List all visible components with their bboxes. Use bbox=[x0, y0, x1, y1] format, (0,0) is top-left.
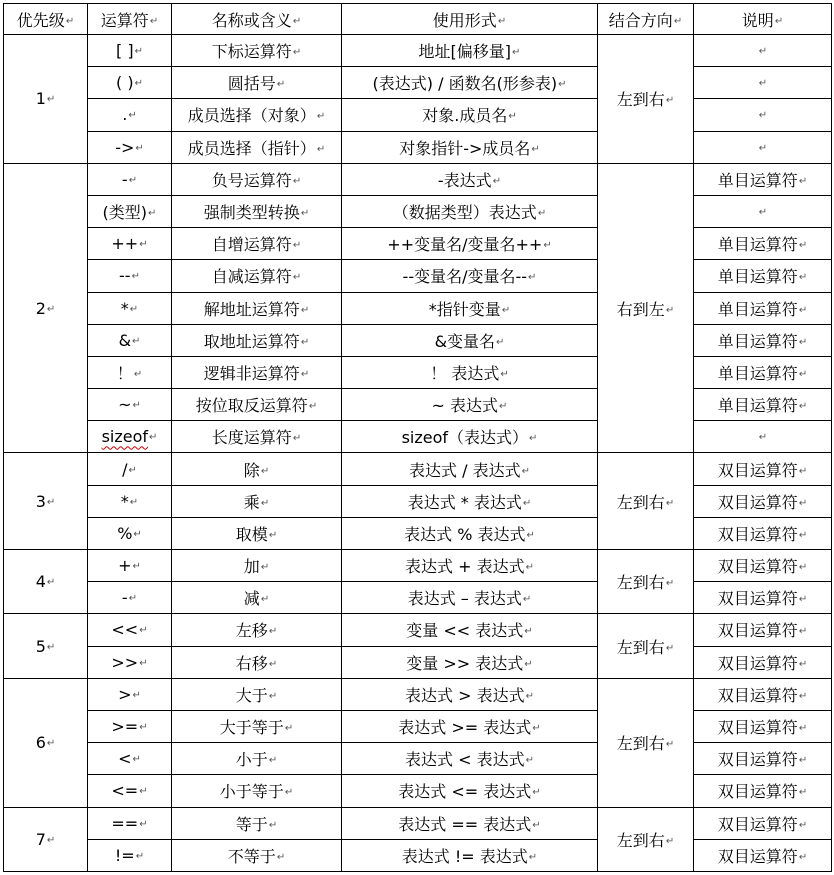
operator-text: -> bbox=[115, 137, 135, 157]
operator-text: . bbox=[122, 105, 128, 125]
operator-text: ！ bbox=[116, 363, 133, 383]
operator-text: + bbox=[118, 556, 132, 576]
operator-cell bbox=[88, 324, 172, 356]
associativity-cell: 左到右 ↵ bbox=[598, 550, 694, 614]
note-cell bbox=[694, 35, 832, 67]
operator-text: ++ bbox=[111, 234, 139, 254]
table-row bbox=[4, 775, 832, 807]
note-cell: 双目运算符 ↵ bbox=[694, 678, 832, 710]
name-cell: 成员选择（对象） ↵ bbox=[172, 99, 342, 131]
operator-text: >= bbox=[111, 717, 139, 737]
note-cell: 单目运算符 ↵ bbox=[694, 324, 832, 356]
name-cell: 除 ↵ bbox=[172, 453, 342, 485]
header-name: 名称或含义 ↵ bbox=[172, 4, 342, 35]
name-cell: 圆括号 ↵ bbox=[172, 67, 342, 99]
usage-cell: 表达式 / 表达式 ↵ bbox=[342, 453, 598, 485]
operator-cell bbox=[88, 421, 172, 453]
note-cell bbox=[694, 195, 832, 227]
priority-cell: 3 ↵ bbox=[4, 453, 88, 550]
table-row bbox=[4, 421, 832, 453]
name-cell: 负号运算符 ↵ bbox=[172, 163, 342, 195]
operator-text: sizeof bbox=[101, 427, 149, 447]
operator-cell bbox=[88, 678, 172, 710]
operator-text: / bbox=[122, 459, 128, 479]
table-row bbox=[4, 195, 832, 227]
table-row bbox=[4, 131, 832, 163]
note-cell: 双目运算符 ↵ bbox=[694, 582, 832, 614]
associativity-cell: 左到右 ↵ bbox=[598, 35, 694, 164]
operator-cell bbox=[88, 807, 172, 839]
name-cell: 按位取反运算符 ↵ bbox=[172, 389, 342, 421]
operator-text: <= bbox=[111, 781, 139, 801]
operator-text: -- bbox=[119, 266, 131, 286]
operator-text: - bbox=[121, 169, 128, 189]
usage-cell: 表达式 == 表达式 ↵ bbox=[342, 807, 598, 839]
priority-cell: 6 ↵ bbox=[4, 678, 88, 807]
table-row bbox=[4, 614, 832, 646]
name-cell: 下标运算符 ↵ bbox=[172, 35, 342, 67]
table-row bbox=[4, 646, 832, 678]
usage-cell: 表达式 >= 表达式 ↵ bbox=[342, 710, 598, 742]
usage-cell: 表达式 * 表达式 ↵ bbox=[342, 485, 598, 517]
usage-cell: -表达式 ↵ bbox=[342, 163, 598, 195]
note-cell: 双目运算符 ↵ bbox=[694, 485, 832, 517]
operator-text: >> bbox=[111, 652, 139, 672]
priority-cell: 4 ↵ bbox=[4, 550, 88, 614]
name-cell: 取模 ↵ bbox=[172, 517, 342, 549]
usage-cell: ++变量名/变量名++ ↵ bbox=[342, 228, 598, 260]
note-cell: 双目运算符 ↵ bbox=[694, 710, 832, 742]
operator-cell bbox=[88, 453, 172, 485]
operator-cell bbox=[88, 228, 172, 260]
operator-cell bbox=[88, 839, 172, 871]
operator-text: == bbox=[111, 813, 139, 833]
table-row bbox=[4, 292, 832, 324]
table-row bbox=[4, 356, 832, 388]
operator-text: != bbox=[114, 845, 135, 865]
note-cell: 双目运算符 ↵ bbox=[694, 775, 832, 807]
name-cell: 大于等于 ↵ bbox=[172, 710, 342, 742]
name-cell: 小于等于 ↵ bbox=[172, 775, 342, 807]
name-cell: 左移 ↵ bbox=[172, 614, 342, 646]
table-row bbox=[4, 710, 832, 742]
name-cell: 解地址运算符 ↵ bbox=[172, 292, 342, 324]
table-row bbox=[4, 517, 832, 549]
operator-text: > bbox=[118, 684, 132, 704]
usage-cell: 地址[偏移量] ↵ bbox=[342, 35, 598, 67]
operator-cell bbox=[88, 131, 172, 163]
operator-cell bbox=[88, 614, 172, 646]
name-cell: 乘 ↵ bbox=[172, 485, 342, 517]
table-row bbox=[4, 678, 832, 710]
usage-cell: 表达式 + 表达式 ↵ bbox=[342, 550, 598, 582]
operator-cell bbox=[88, 743, 172, 775]
operator-cell bbox=[88, 67, 172, 99]
operator-text: - bbox=[121, 588, 128, 608]
table-row bbox=[4, 743, 832, 775]
table-row bbox=[4, 582, 832, 614]
name-cell: 成员选择（指针） ↵ bbox=[172, 131, 342, 163]
header-priority: 优先级 ↵ bbox=[4, 4, 88, 35]
name-cell: 小于 ↵ bbox=[172, 743, 342, 775]
usage-cell: 变量 >> 表达式 ↵ bbox=[342, 646, 598, 678]
priority-cell: 1 ↵ bbox=[4, 35, 88, 164]
table-row bbox=[4, 550, 832, 582]
usage-cell: 表达式 != 表达式 ↵ bbox=[342, 839, 598, 871]
name-cell: 大于 ↵ bbox=[172, 678, 342, 710]
name-cell: 取地址运算符 ↵ bbox=[172, 324, 342, 356]
header-row bbox=[4, 4, 832, 35]
usage-cell: 对象.成员名 ↵ bbox=[342, 99, 598, 131]
operator-text: & bbox=[118, 330, 132, 350]
operator-cell bbox=[88, 260, 172, 292]
table-row bbox=[4, 807, 832, 839]
header-usage: 使用形式 ↵ bbox=[342, 4, 598, 35]
usage-cell: sizeof（表达式） ↵ bbox=[342, 421, 598, 453]
note-cell bbox=[694, 67, 832, 99]
table-row bbox=[4, 485, 832, 517]
note-cell bbox=[694, 421, 832, 453]
name-cell: 右移 ↵ bbox=[172, 646, 342, 678]
operator-text: ~ bbox=[118, 395, 132, 415]
operator-cell bbox=[88, 775, 172, 807]
table-body bbox=[4, 35, 832, 872]
operator-cell bbox=[88, 35, 172, 67]
operator-text: ( ) bbox=[116, 73, 134, 93]
usage-cell: *指针变量 ↵ bbox=[342, 292, 598, 324]
usage-cell: ~ 表达式 ↵ bbox=[342, 389, 598, 421]
table-row bbox=[4, 260, 832, 292]
note-cell: 单目运算符 ↵ bbox=[694, 356, 832, 388]
operator-cell bbox=[88, 163, 172, 195]
header-associativity: 结合方向 ↵ bbox=[598, 4, 694, 35]
usage-cell: --变量名/变量名-- ↵ bbox=[342, 260, 598, 292]
operator-cell bbox=[88, 517, 172, 549]
priority-cell: 5 ↵ bbox=[4, 614, 88, 678]
name-cell: 不等于 ↵ bbox=[172, 839, 342, 871]
operator-cell bbox=[88, 99, 172, 131]
associativity-cell: 左到右 ↵ bbox=[598, 807, 694, 871]
operator-text: * bbox=[120, 491, 129, 511]
note-cell: 双目运算符 ↵ bbox=[694, 517, 832, 549]
note-cell: 双目运算符 ↵ bbox=[694, 807, 832, 839]
name-cell: 减 ↵ bbox=[172, 582, 342, 614]
note-cell bbox=[694, 131, 832, 163]
note-cell: 双目运算符 ↵ bbox=[694, 550, 832, 582]
name-cell: 加 ↵ bbox=[172, 550, 342, 582]
note-cell: 单目运算符 ↵ bbox=[694, 163, 832, 195]
name-cell: 自减运算符 ↵ bbox=[172, 260, 342, 292]
table-row bbox=[4, 67, 832, 99]
operator-cell bbox=[88, 485, 172, 517]
note-cell: 双目运算符 ↵ bbox=[694, 646, 832, 678]
operator-cell bbox=[88, 356, 172, 388]
usage-cell: 变量 << 表达式 ↵ bbox=[342, 614, 598, 646]
table-row bbox=[4, 324, 832, 356]
name-cell: 逻辑非运算符 ↵ bbox=[172, 356, 342, 388]
note-cell bbox=[694, 99, 832, 131]
usage-cell: 表达式 <= 表达式 ↵ bbox=[342, 775, 598, 807]
operator-cell bbox=[88, 195, 172, 227]
operator-cell bbox=[88, 389, 172, 421]
operator-text: << bbox=[111, 620, 139, 640]
note-cell: 双目运算符 ↵ bbox=[694, 839, 832, 871]
note-cell: 单目运算符 ↵ bbox=[694, 228, 832, 260]
associativity-cell: 左到右 ↵ bbox=[598, 678, 694, 807]
usage-cell: （数据类型）表达式 ↵ bbox=[342, 195, 598, 227]
table-row bbox=[4, 35, 832, 67]
usage-cell: 表达式 < 表达式 ↵ bbox=[342, 743, 598, 775]
usage-cell: 表达式 % 表达式 ↵ bbox=[342, 517, 598, 549]
name-cell: 长度运算符 ↵ bbox=[172, 421, 342, 453]
note-cell: 双目运算符 ↵ bbox=[694, 743, 832, 775]
usage-cell: (表达式) / 函数名(形参表) ↵ bbox=[342, 67, 598, 99]
name-cell: 自增运算符 ↵ bbox=[172, 228, 342, 260]
operator-text: % bbox=[117, 523, 133, 543]
operator-text: < bbox=[118, 749, 132, 769]
name-cell: 等于 ↵ bbox=[172, 807, 342, 839]
operator-precedence-table bbox=[3, 3, 832, 872]
operator-text: * bbox=[120, 298, 129, 318]
operator-cell bbox=[88, 582, 172, 614]
header-operator: 运算符 ↵ bbox=[88, 4, 172, 35]
associativity-cell: 右到左 ↵ bbox=[598, 163, 694, 453]
operator-cell bbox=[88, 710, 172, 742]
usage-cell: &变量名 ↵ bbox=[342, 324, 598, 356]
associativity-cell: 左到右 ↵ bbox=[598, 614, 694, 678]
note-cell: 单目运算符 ↵ bbox=[694, 292, 832, 324]
operator-cell bbox=[88, 550, 172, 582]
header-note: 说明 ↵ bbox=[694, 4, 832, 35]
operator-text: [ ] bbox=[116, 41, 134, 61]
name-cell: 强制类型转换 ↵ bbox=[172, 195, 342, 227]
operator-cell bbox=[88, 646, 172, 678]
note-cell: 双目运算符 ↵ bbox=[694, 453, 832, 485]
priority-cell: 2 ↵ bbox=[4, 163, 88, 453]
usage-cell: 表达式 > 表达式 ↵ bbox=[342, 678, 598, 710]
usage-cell: 表达式 – 表达式 ↵ bbox=[342, 582, 598, 614]
note-cell: 双目运算符 ↵ bbox=[694, 614, 832, 646]
associativity-cell: 左到右 ↵ bbox=[598, 453, 694, 550]
operator-cell bbox=[88, 292, 172, 324]
usage-cell: 对象指针->成员名 ↵ bbox=[342, 131, 598, 163]
table-row bbox=[4, 839, 832, 871]
note-cell: 单目运算符 ↵ bbox=[694, 389, 832, 421]
table-row bbox=[4, 453, 832, 485]
operator-text: (类型) bbox=[102, 203, 148, 223]
table-row bbox=[4, 228, 832, 260]
table-row bbox=[4, 99, 832, 131]
table-row bbox=[4, 163, 832, 195]
usage-cell: ！ 表达式 ↵ bbox=[342, 356, 598, 388]
table-row bbox=[4, 389, 832, 421]
priority-cell: 7 ↵ bbox=[4, 807, 88, 871]
note-cell: 单目运算符 ↵ bbox=[694, 260, 832, 292]
